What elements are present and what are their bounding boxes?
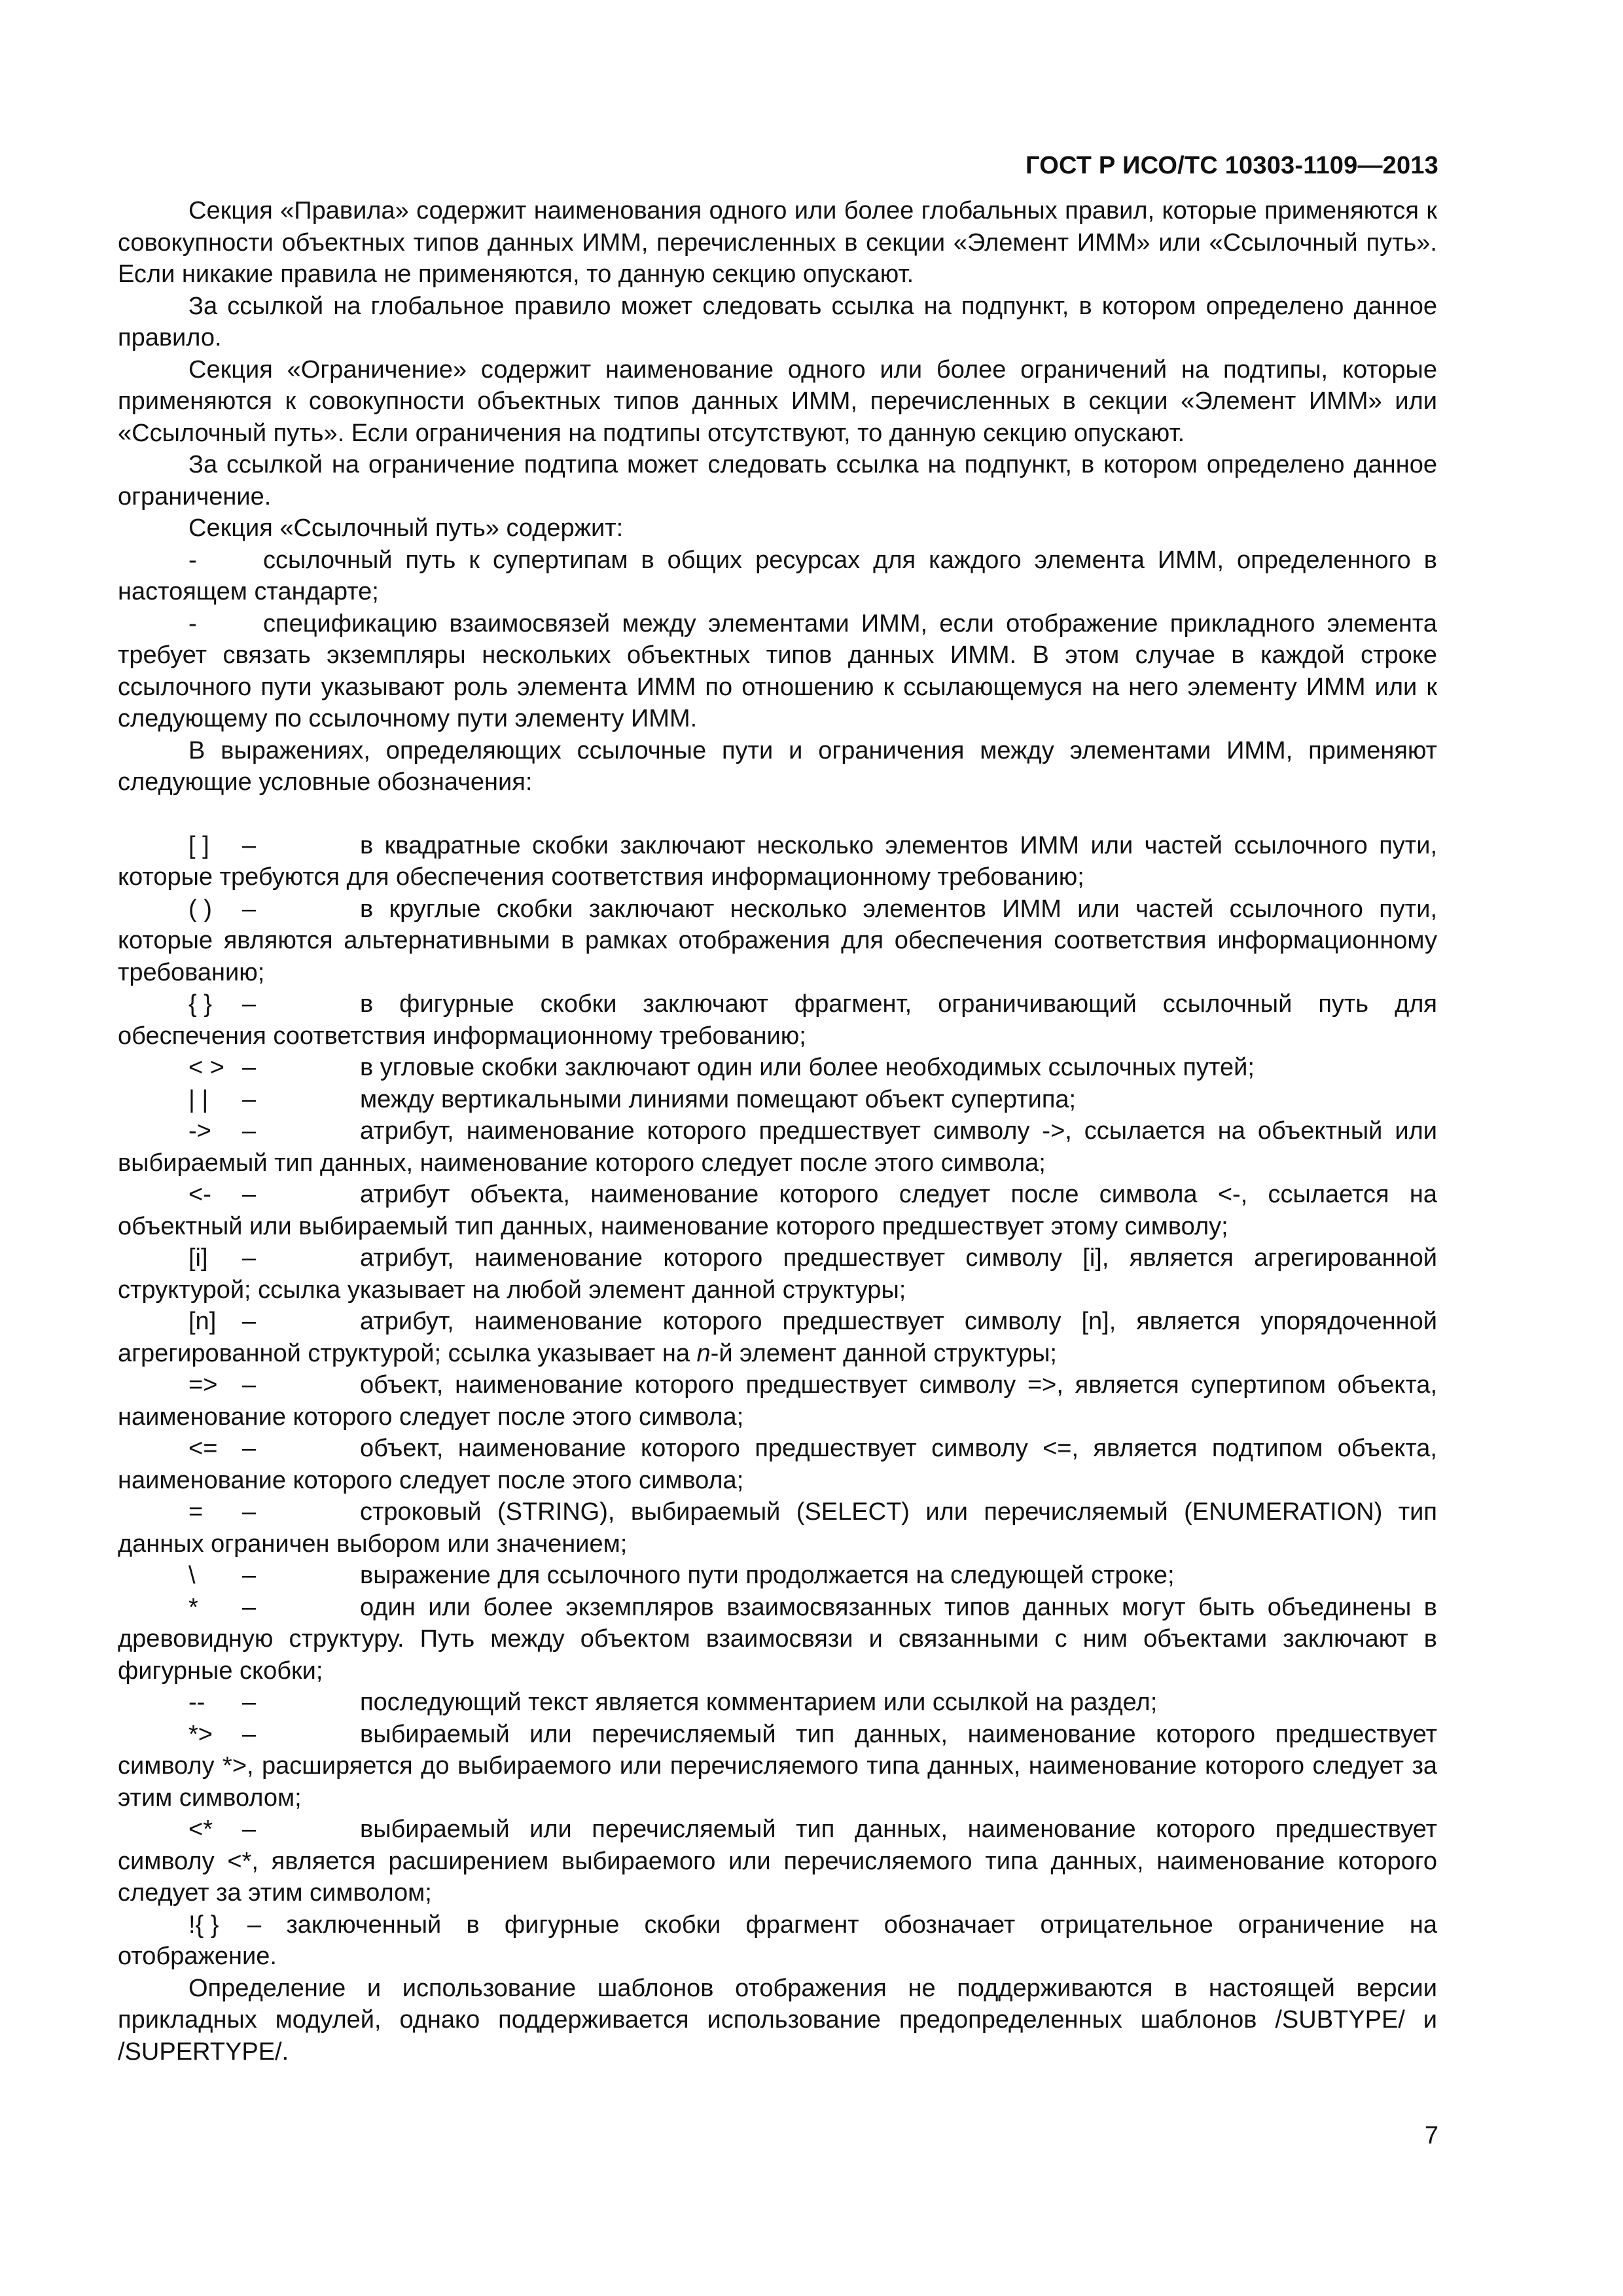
notation-text: атрибут, наименование которого предшествует символу [i], является агрегированной структурой; ссылка указывает на любой элемент данной структуры; (118, 1244, 1437, 1304)
notation-text: объект, наименование которого предшествует символу =>, является супертипом объекта, наименование которого следует после этого символа; (118, 1371, 1437, 1431)
notation-symbol: [ ] (188, 831, 209, 859)
notation-dash: – (242, 1117, 257, 1145)
notation-entry (118, 1433, 1437, 1496)
paragraph-notation-intro: В выражениях, определяющих ссылочные пути и ограничения между элементами ИММ, применяют следующие условные обозначения: (118, 736, 1437, 796)
notation-dash: – (247, 1910, 262, 1939)
notation-text-italic: n (696, 1339, 711, 1367)
notation-dash: – (242, 831, 257, 859)
notation-dash: – (242, 1435, 257, 1462)
notation-symbol: * (188, 1593, 198, 1621)
document-header-title: ГОСТ Р ИСО/ТС 10303-1109—2013 (1025, 152, 1438, 179)
notation-text: объект, наименование которого предшествует символу <=, является подтипом объекта, наименование которого следует после этого символа; (118, 1435, 1437, 1494)
bullet-dash: - (188, 609, 197, 637)
notation-dash: – (242, 1562, 257, 1589)
notation-text: выбираемый или перечисляемый тип данных, наименование которого предшествует символу <*, является расширением выбираемого или перечисляемого типа данных, наименование которого следует за этим символом; (118, 1816, 1437, 1907)
notation-symbol: -- (188, 1689, 205, 1716)
notation-dash: – (242, 1371, 257, 1399)
notation-text: в квадратные скобки заключают несколько элементов ИММ или частей ссылочного пути, которые требуются для обеспечения соответствия информационному требованию; (118, 831, 1437, 891)
notation-dash: – (242, 1720, 257, 1748)
notation-entry (118, 893, 1437, 989)
notation-entry (118, 1369, 1437, 1433)
notation-entry (118, 1115, 1437, 1179)
notation-symbol: [n] (188, 1308, 217, 1335)
notation-text: -й элемент данной структуры; (710, 1339, 1057, 1367)
notation-symbol: { } (188, 990, 212, 1018)
bullet-item (118, 608, 1437, 735)
notation-dash: – (242, 1816, 257, 1843)
notation-dash: – (242, 895, 257, 923)
notation-symbol: <= (188, 1435, 218, 1462)
notation-entry (118, 988, 1437, 1052)
notation-dash: – (242, 1054, 257, 1081)
paragraph-global-rule-reference: За ссылкой на глобальное правило может следовать ссылка на подпункт, в котором определено данное правило. (118, 292, 1437, 351)
notation-symbol: [i] (188, 1244, 208, 1272)
notation-text: заключенный в фигурные скобки фрагмент обозначает отрицательное ограничение на отображение. (118, 1910, 1437, 1970)
paragraph-rules-section: Секция «Правила» содержит наименования одного или более глобальных правил, которые применяются к совокупности объектных типов данных ИММ, перечисленных в секции «Элемент ИММ» или «Ссылочный путь». Если никакие правила не применяются, то данную секцию опускают. (118, 197, 1437, 288)
notation-entry (118, 1084, 1437, 1116)
notation-symbol: <* (188, 1816, 213, 1843)
notation-symbol: => (188, 1371, 218, 1399)
notation-symbol: !{ } (188, 1910, 219, 1939)
bullet-item (118, 545, 1437, 608)
notation-entry (118, 1719, 1437, 1814)
notation-text: строковый (STRING), выбираемый (SELECT) или перечисляемый (ENUMERATION) тип данных ограничен выбором или значением; (118, 1498, 1437, 1558)
notation-symbol: *> (188, 1720, 213, 1748)
notation-entry (118, 1242, 1437, 1306)
notation-dash: – (242, 1308, 257, 1335)
notation-entry (118, 1496, 1437, 1560)
notation-symbol: | | (188, 1085, 209, 1113)
notation-entry (118, 1687, 1437, 1719)
notation-text: выбираемый или перечисляемый тип данных, наименование которого предшествует символу *>, расширяется до выбираемого или перечисляемого типа данных, наименование которого следует за этим символом; (118, 1720, 1437, 1812)
notation-entry (118, 830, 1437, 893)
notation-entry (118, 1909, 1437, 1973)
paragraph-subtype-restriction-reference: За ссылкой на ограничение подтипа может следовать ссылка на подпункт, в котором определено данное ограничение. (118, 451, 1437, 511)
notation-text: между вертикальными линиями помещают объект супертипа; (360, 1085, 1077, 1113)
notation-symbol: \ (188, 1562, 196, 1589)
notation-text: выражение для ссылочного пути продолжается на следующей строке; (360, 1562, 1175, 1589)
notation-symbol: < > (188, 1054, 224, 1081)
notation-entry (118, 1052, 1437, 1084)
page-number: 7 (1424, 2122, 1438, 2149)
paragraph-closing: Определение и использование шаблонов отображения не поддерживаются в настоящей версии прикладных модулей, однако поддерживается использование предопределенных шаблонов /SUBTYPE/ и /SUPERTYPE/. (118, 1974, 1437, 2066)
notation-symbol: <- (188, 1181, 211, 1208)
notation-dash: – (242, 1689, 257, 1716)
notation-dash: – (242, 990, 257, 1018)
blank-line (118, 798, 1437, 830)
bullet-dash: - (188, 546, 197, 574)
notation-symbol: ( ) (188, 895, 212, 923)
notation-symbol: = (188, 1498, 204, 1526)
notation-entry (118, 1179, 1437, 1242)
notation-dash: – (242, 1181, 257, 1208)
bullet-text: ссылочный путь к супертипам в общих ресурсах для каждого элемента ИММ, определенного в настоящем стандарте; (118, 546, 1437, 605)
paragraph-restriction-section: Секция «Ограничение» содержит наименование одного или более ограничений на подтипы, которые применяются к совокупности объектных типов данных ИММ, перечисленных в секции «Элемент ИММ» или «Ссылочный путь». Если ограничения на подтипы отсутствуют, то данную секцию опускают. (118, 355, 1437, 447)
notation-dash: – (242, 1498, 257, 1526)
notation-text: атрибут, наименование которого предшествует символу [n], является упорядоченной агрегированной структурой; ссылка указывает на (118, 1308, 1437, 1367)
notation-text: атрибут, наименование которого предшествует символу ->, ссылается на объектный или выбираемый тип данных, наименование которого следует после этого символа; (118, 1117, 1437, 1177)
notation-entry (118, 1306, 1437, 1369)
notation-text: последующий текст является комментарием или ссылкой на раздел; (360, 1689, 1158, 1716)
notation-symbol: -> (188, 1117, 211, 1145)
paragraph-reference-path-section: Секция «Ссылочный путь» содержит: (188, 514, 624, 542)
notation-text: один или более экземпляров взаимосвязанных типов данных могут быть объединены в древовидную структуру. Путь между объектом взаимосвязи и связанными с ним объектами заключают в фигурные скобки; (118, 1593, 1437, 1685)
notation-text: в угловые скобки заключают один или более необходимых ссылочных путей; (360, 1054, 1255, 1081)
document-body (118, 195, 1437, 2068)
notation-text: в круглые скобки заключают несколько элементов ИММ или частей ссылочного пути, которые являются альтернативными в рамках отображения для обеспечения соответствия информационному требованию; (118, 895, 1437, 986)
notation-entry (118, 1560, 1437, 1592)
bullet-text: спецификацию взаимосвязей между элементами ИММ, если отображение прикладного элемента требует связать экземпляры нескольких объектных типов данных ИММ. В этом случае в каждой строке ссылочного пути указывают роль элемента ИММ по отношению к ссылающемуся на него элементу ИММ или к следующему по ссылочному пути элементу ИММ. (118, 609, 1437, 732)
notation-entry (118, 1592, 1437, 1687)
notation-text: в фигурные скобки заключают фрагмент, ограничивающий ссылочный путь для обеспечения соответствия информационному требованию; (118, 990, 1437, 1050)
notation-entry (118, 1814, 1437, 1909)
notation-dash: – (242, 1593, 257, 1621)
notation-dash: – (242, 1085, 257, 1113)
notation-text: атрибут объекта, наименование которого следует после символа <-, ссылается на объектный или выбираемый тип данных, наименование которого предшествует этому символу; (118, 1181, 1437, 1240)
notation-dash: – (242, 1244, 257, 1272)
